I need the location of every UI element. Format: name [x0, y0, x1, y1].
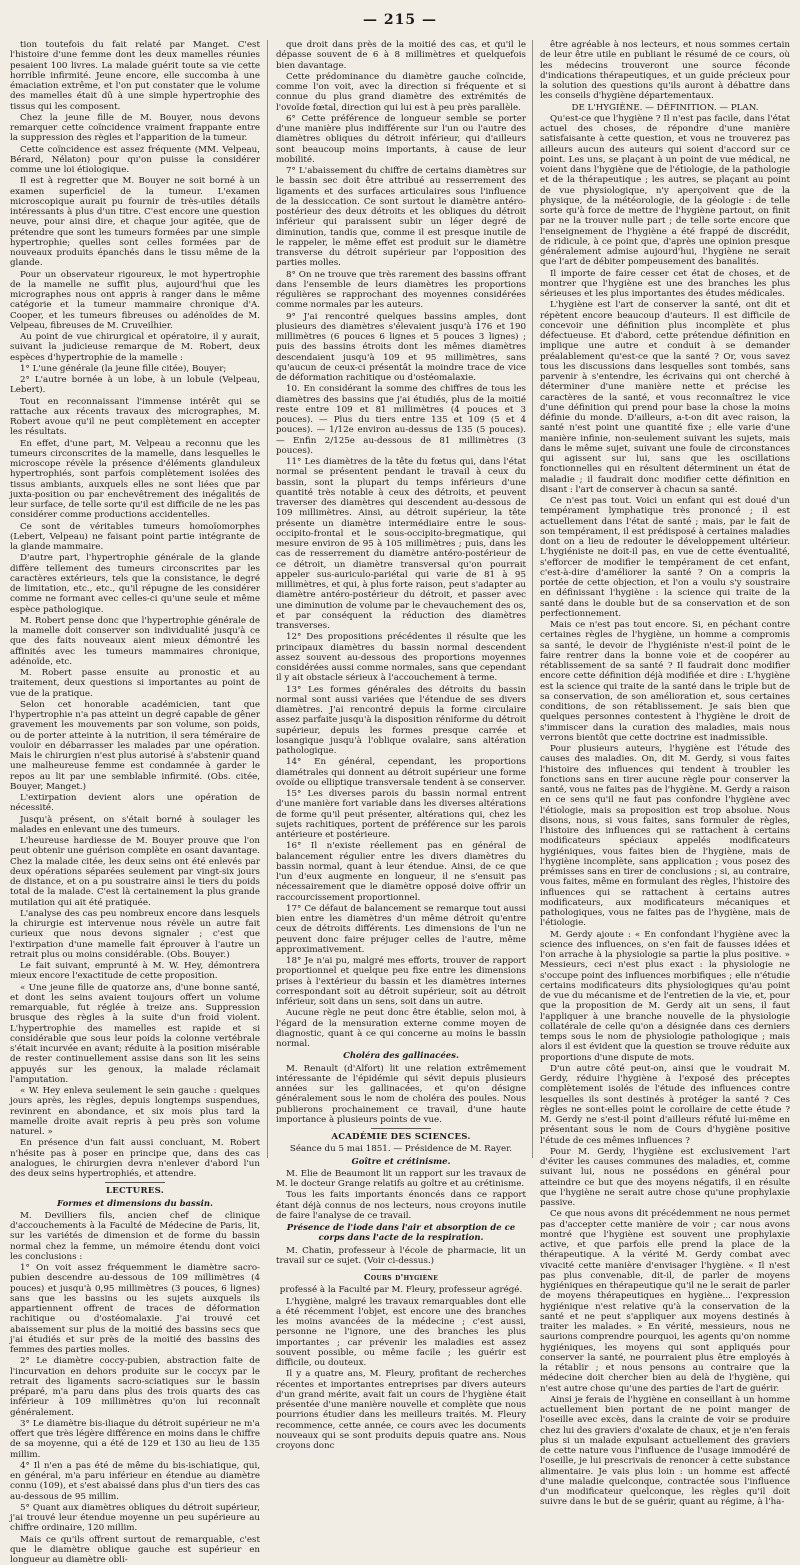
paragraph: 6° Cette préférence de longueur semble se porter d'une manière plus indifférente sur l'un ou l'autre des diamètres obliques du détroit inférieur, qui d'ailleurs sont beaucoup moins importants, à cause de leur mobilité.	[276, 114, 526, 165]
paragraph: 7° L'abaissement du chiffre de certains diamètres sur le bassin sec doit être attribué au resserrement des ligaments et des surfaces articulaires sous l'influence de la dessiccation. Ce sont surtout le diamètre antéro-postérieur des deux détroits et les obliques du détroit inférieur qui paraissent subir un léger degré de diminution, tandis que, comme il est presque inutile de le rappeler, le même effet est produit sur le diamètre transverse du détroit supérieur par l'opposition des parties molles.	[276, 166, 526, 269]
paragraph: M. Elie de Beaumont lit un rapport sur les travaux de M. le docteur Grange relatifs au goître et au crétinisme.	[276, 1169, 526, 1190]
paragraph: M. Robert pense donc que l'hypertrophie générale de la mamelle doit conserver son individualité jusqu'à ce que des faits nouveaux aient mieux démontré les affinités avec les tumeurs mammaires chronique, adénoïde, etc.	[10, 616, 260, 667]
paragraph: que droit dans près de la moitié des cas, et qu'il le dépasse souvent de 6 à 8 millimètres et quelquefois bien davantage.	[276, 40, 526, 71]
paragraph: L'hygiène est l'art de conserver la santé, ont dit et répètent encore beaucoup d'auteurs. Il est difficile de concevoir une définition plus incomplète et plus défectueuse. Et d'abord, cette prétendue définition en implique une autre et conduit à se demander préalablement qu'est-ce que la santé ? Or, vous savez tous les discussions dans lesquelles sont tombés, sans parvenir à s'entendre, les écrivains qui ont cherché à déterminer d'une manière nette et précise les caractères de la santé, et vous reconnaîtrez le vice d'une définition qui prend pour base la chose la moins définie du monde. D'ailleurs, a-t-on dit avec raison, la santé n'est point une quantité fixe ; elle varie d'une manière infinie, non-seulement suivant les sujets, mais dans le même sujet, suivant une foule de circonstances qui agissent sur lui, sans que les oscillations fonctionnelles qui en résultent déterminent un état de maladie ; il faudrait donc modifier cette définition en disant : l'art de conserver à chacun sa santé.	[540, 300, 790, 495]
column-2	[276, 40, 526, 1160]
paragraph: 11° Les diamètres de la tête du fœtus qui, dans l'état normal se présentent pendant le travail à ceux du bassin, sont la plupart du temps inférieurs d'une quantité très notable à ceux des détroits, et peuvent traverser des diamètres qui descendent au-dessous de 109 millimètres. Ainsi, au détroit supérieur, la tête présente un diamètre intermédiaire entre le sous-occipito-frontal et le sous-occipito-bregmatique, qui mesure environ de 95 à 105 millimètres ; puis, dans les cas de resserrement du diamètre antéro-postérieur de ce détroit, un diamètre transversal qu'on pourrait appeler sus-auriculo-pariétal qui varie de 81 à 95 millimètres, et qui, à plus forte raison, peut s'adapter au diamètre antéro-postérieur du détroit, et passer avec une diminution de volume par le chevauchement des os, et par conséquent la réduction des diamètres transverses.	[276, 457, 526, 631]
paragraph: Ainsi je ferais de l'hygiène en conseillant à un homme actuellement bien portant de ne point manger de l'oseille avec excès, dans la crainte de voir se produire chez lui des graviers d'oxalate de chaux, et je n'en ferais plus si un malade expulsant actuellement des graviers de cette nature vous l'influence de l'usage immodéré de l'oseille, je lui prescrivais de renoncer à cette substance alimentaire. Je vais plus loin : un homme est affecté d'une maladie quelconque, contractée sous l'influence d'un modificateur quelconque, les règles qu'il doit suivre dans le but de se guérir, quant au régime, à l'ha-	[540, 1395, 790, 1508]
paragraph: Qu'est-ce que l'hygiène ? Il n'est pas facile, dans l'état actuel des choses, de répondre d'une manière satisfaisante à cette question, et vous ne trouverez pas ailleurs aucun des auteurs qui soient d'accord sur ce point. Les uns, se plaçant à un point de vue médical, ne voient dans l'hygiène que de l'étiologie, de la pathologie et de la thérapeutique ; les autres, se plaçant au point de vue physiologique, n'y aperçoivent que de la physique, de la météorologie, de la géologie : de telle sorte qu'à force de mettre de l'hygiène partout, on finit par ne la trouver nulle part ; de telle sorte encore que l'enseignement de l'hygiène a été frappé de discrédit, de ridicule, à ce point que, d'après une opinion presque généralement admise aujourd'hui, l'hygiène ne serait que l'art de débiter pompeusement des banalités.	[540, 114, 790, 268]
paragraph: L'extirpation devient alors une opération de nécessité.	[10, 793, 260, 814]
paragraph: 10. En considérant la somme des chiffres de tous les diamètres des bassins que j'ai étudiés, plus de la moitié reste entre 109 et 81 millimètres (4 pouces et 3 pouces). — Plus du tiers entre 135 et 109 (5 et 4 pouces). — 1/12e environ au-dessus de 135 (5 pouces). — Enfin 2/125e au-dessous de 81 millimètres (3 pouces).	[276, 384, 526, 456]
paragraph: Le fait suivant, emprunté à M. W. Hey, démontrera mieux encore l'exactitude de cette proposition.	[10, 961, 260, 982]
centered-line: Séance du 5 mai 1851. — Présidence de M. Rayer.	[276, 1144, 526, 1154]
paragraph: 13° Les formes générales des détroits du bassin normal sont aussi variées que l'étendue de ses divers diamètres. J'ai rencontré depuis la forme circulaire assez parfaite jusqu'à la disposition réniforme du détroit supérieur, depuis les formes presque carrée et losangique jusqu'à l'oblique ovalaire, sans altération pathologique.	[276, 685, 526, 757]
paragraph: Tous les faits importants énoncés dans ce rapport étant déjà connus de nos lecteurs, nous croyons inutile de faire l'analyse de ce travail.	[276, 1190, 526, 1221]
paragraph: 17° Ce défaut de balancement se remarque tout aussi bien entre les diamètres d'un même détroit qu'entre ceux de détroits différents. Les dimensions de l'un ne peuvent donc faire préjuger celles de l'autre, même approximativement.	[276, 904, 526, 955]
paragraph: Il importe de faire cesser cet état de choses, et de montrer que l'hygiène est une des branches les plus sérieuses et les plus importantes des études médicales.	[540, 269, 790, 300]
paragraph: Chez la jeune fille de M. Bouyer, nous devons remarquer cette coïncidence vraiment frappante entre la suppression des règles et l'apparition de la tumeur.	[10, 113, 260, 144]
paragraph: 1° L'une générale (la jeune fille citée), Bouyer;	[10, 364, 260, 374]
paragraph: 3° Le diamètre bis-iliaque du détroit supérieur ne m'a offert que très légère différence en moins dans le chiffre de sa moyenne, qui a été de 129 et 130 au lieu de 135 millim.	[10, 1419, 260, 1460]
paragraph: 2° L'autre bornée à un lobe, à un lobule (Velpeau, Lebert).	[10, 375, 260, 396]
article-heading: Formes et dimensions du bassin.	[10, 1199, 260, 1209]
paragraph: Pour plusieurs auteurs, l'hygiène est l'étude des causes des maladies. On, dit M. Gerdy, si vous faites l'histoire des influences qui tendent à troubler les fonctions sans en tirer aucune règle pour conserver la santé, vous ne faites pas de l'hygiène. M. Gerdy a raison en ce sens qu'il ne faut pas confondre l'hygiène avec l'étiologie, mais sa proposition est trop absolue. Nous disons, nous, si vous faites, sans formuler de règles, l'histoire des influences qui se rattachent à certains modificateurs spéciaux appelés modificateurs hygiéniques, vous faites bien de l'hygiène, mais de l'hygiène incomplète, sans application ; vous posez des prémisses sans en tirer de conclusions ; si, au contraire, vous faites, même en formulant des règles, l'histoire des influences qui se rattachent à certains autres modificateurs, aux modificateurs mécaniques et pathologiques, vous ne faites pas de l'hygiène, mais de l'étiologie.	[540, 744, 790, 929]
section-heading: LECTURES.	[10, 1186, 260, 1196]
centered-line: DE L'HYGIÈNE. — DÉFINITION. — PLAN.	[540, 103, 790, 113]
column-divider	[267, 40, 268, 1158]
centered-line: professé à la Faculté par M. Fleury, professeur agrégé.	[276, 1285, 526, 1295]
paragraph: être agréable à nos lecteurs, et nous sommes certain de leur être utile en publiant le résumé de ce cours, où les médecins trouveront une source féconde d'indications thérapeutiques, et un guide précieux pour la solution des questions qu'ils auront à débattre dans les conseils d'hygiène départementaux.	[540, 40, 790, 102]
paragraph: 12° Des propositions précédentes il résulte que les principaux diamètres du bassin normal descendent assez souvent au-dessous des proportions moyennes considérées aussi comme normales, sans que cependant il y ait obstacle sérieux à l'accouchement à terme.	[276, 632, 526, 683]
section-rule	[371, 1269, 431, 1270]
paragraph: 9° J'ai rencontré quelques bassins amples, dont plusieurs des diamètres s'élevaient jusqu'à 176 et 190 millimètres (6 pouces 6 lignes et 5 pouces 3 lignes) ; puis des bassins étroits dont les mêmes diamètres descendaient jusqu'à 109 et 95 millimètres, sans qu'aucun de ceux-ci présentât la moindre trace de vice de déformation rachitique ou d'ostéomalaxie.	[276, 312, 526, 384]
paragraph: L'analyse des cas peu nombreux encore dans lesquels la chirurgie est intervenue nous révèle un autre fait curieux que nous devons signaler ; c'est que l'extirpation d'une mamelle fait éprouver à l'autre un retrait plus ou moins considérable. (Obs. Bouyer.)	[10, 909, 260, 960]
paragraph: En effet, d'une part, M. Velpeau a reconnu que les tumeurs circonscrites de la mamelle, dans lesquelles le microscope révèle la présence d'éléments glanduleux hypertrophiés, sont parfois complètement isolées des tissus ambiants, auxquels elles ne sont liées que par juxta-position ou par enchevêtrement des inégalités de leur surface, de telle sorte qu'il est difficile de ne les pas considérer comme productions accidentelles.	[10, 439, 260, 521]
paragraph: « W. Hey enleva seulement le sein gauche : quelques jours après, les règles, depuis longtemps suspendues, revinrent en abondance, et six mois plus tard la mamelle droite avait repris à peu près son volume naturel. »	[10, 1086, 260, 1137]
paragraph: Mais ce qu'ils offrent surtout de remarquable, c'est que le diamètre oblique gauche est supérieur en longueur au diamètre obli-	[10, 1535, 260, 1565]
paragraph: Cette prédominance du diamètre gauche coïncide, comme l'on voit, avec la direction si fréquente et si connue du plus grand diamètre des extrémités de l'ovoïde fœtal, direction qui lui est à peu près parallèle.	[276, 72, 526, 113]
paragraph: D'autre part, l'hypertrophie générale de la glande diffère tellement des tumeurs circonscrites par les caractères extérieurs, tels que la consistance, le degré de limitation, etc., etc., qu'il répugne de les considérer comme ne formant avec celles-ci qu'une seule et même espèce pathologique.	[10, 553, 260, 615]
column-3	[540, 40, 790, 1160]
paragraph: L'hygiène, malgré les travaux remarquables dont elle a été récemment l'objet, est encore une des branches les moins avancées de la médecine ; c'est aussi, personne ne l'ignore, une des branches les plus importantes ; car prévenir les maladies est assez souvent possible, ou même facile ; les guérir est difficile, ou douteux.	[276, 1297, 526, 1369]
article-heading: Choléra des gallinacées.	[276, 1051, 526, 1061]
paragraph: Ce que nous avons dit précédemment ne nous permet pas d'accepter cette manière de voir ; car nous avons montré que l'hygiène est souvent une prophylaxie active, et que parfois elle prend la place de la thérapeutique. A la vérité M. Gerdy combat avec vivacité cette manière d'envisager l'hygiène. « Il n'est pas plus convenable, dit-il, de parler de moyens hygiéniques en thérapeutique qu'il ne le serait de parler de moyens thérapeutiques en hygiène... l'expression hygiénique n'est relative qu'à la conservation de la santé et ne peut s'appliquer aux moyens destinés à traiter les malades. » En vérité, messieurs, nous ne saurions comprendre pourquoi, les agents qu'on nomme hygiéniques, les moyens qui sont appliqués pour conserver la santé, ne pourraient plus être employés à la rétablir ; et nous pensons au contraire que la médecine doit chercher bien au delà de l'hygiène, qui n'est autre chose qu'une des parties de l'art de guérir.	[540, 1209, 790, 1394]
paragraph: M. Chatin, professeur à l'école de pharmacie, lit un travail sur ce sujet. (Voir ci-dessus.)	[276, 1246, 526, 1267]
paragraph: M. Renault (d'Alfort) lit une relation extrêmement intéressante de l'épidémie qui sévit depuis plusieurs années sur les gallinacées, et qu'on désigne généralement sous le nom de choléra des poules. Nous publierons prochainement ce travail, d'une haute importance à plusieurs points de vue.	[276, 1064, 526, 1126]
paragraph: Il est à regretter que M. Bouyer ne soit borné à un examen superficiel de la tumeur. L'examen microscopique aurait pu fournir de très-utiles détails intéressants à plus d'un titre. C'est encore une question neuve, pour ainsi dire, et chaque jour agitée, que de prétendre que sont les tumeurs formées par une simple hypertrophie; quelles sont celles formées par de nouveaux produits épanchés dans le tissu même de la glande.	[10, 176, 260, 268]
paragraph: 8° On ne trouve que très rarement des bassins offrant dans l'ensemble de leurs diamètres les proportions régulières se rapprochant des moyennes considérées comme normales par les auteurs.	[276, 270, 526, 311]
paragraph: « Une jeune fille de quatorze ans, d'une bonne santé, et dont les seins avaient toujours offert un volume remarquable, fut réglée à treize ans. Suppression brusque des règles à la suite d'un froid violent. L'hypertrophie des mamelles est rapide et si considérable que sous leur poids la colonne vertébrale s'était incurvée en avant; réduite à la position misérable de rester continuellement assise dans son lit les seins appuyés sur les genoux, la malade réclamait l'amputation.	[10, 983, 260, 1086]
section-heading: Cours d'hygiène	[276, 1273, 526, 1283]
paragraph: L'heureuse hardiesse de M. Bouyer prouve que l'on peut obtenir une guérison complète en osant davantage. Chez la malade citée, les deux seins ont été enlevés par deux opérations séparées seulement par vingt-six jours de distance, et on a pu soustraire ainsi le tiers du poids total de la malade. C'est là certainement la plus grande mutilation qui ait été pratiquée.	[10, 836, 260, 908]
paragraph: M. Gerdy ajoute : « En confondant l'hygiène avec la science des influences, on s'en fait de fausses idées et l'on arrache à la physiologie sa partie la plus positive. » Messieurs, ceci n'est plus exact : la physiologie ne s'occupe point des influences morbifiques ; elle n'étudie certains modificateurs dits physiologiques qu'au point de vue du mécanisme et de l'entretien de la vie, et, pour que la proposition de M. Gerdy ait un sens, il faut l'appliquer à une branche nouvelle de la physiologie collatérale de celle qu'on a désignée dans ces derniers temps sous le nom de physiologie pathologique ; mais alors il est évident que la question se trouve réduite aux proportions d'une dispute de mots.	[540, 930, 790, 1063]
paragraph: En présence d'un fait aussi concluant, M. Robert n'hésite pas à poser en principe que, dans des cas analogues, le chirurgien devra n'enlever d'abord l'un des deux seins hypertrophiés, et attendre.	[10, 1138, 260, 1179]
section-rule	[105, 1182, 165, 1183]
paragraph: Tout en reconnaissant l'immense intérêt qui se rattache aux récents travaux des micrographes, M. Robert avoue qu'il ne peut complètement en accepter les résultats.	[10, 397, 260, 438]
section-rule	[371, 1128, 431, 1129]
article-heading: Présence de l'iode dans l'air et absorption de ce corps dans l'acte de la respiration.	[276, 1223, 526, 1244]
paragraph: Selon cet honorable académicien, tant que l'hypertrophie n'a pas atteint un degré capable de gêner gravement les mouvements par son volume, son poids, ou de porter atteinte à la nutrition, il sera téméraire de vouloir en débarrasser les malades par une opération. Mais le chirurgien n'est plus autorisé à s'abstenir quand une malheureuse femme est condamnée à garder le repos au lit par une semblable infirmité. (Obs. citée, Bouyer, Manget.)	[10, 700, 260, 792]
paragraph: tion toutefois du fait relaté par Manget. C'est l'histoire d'une femme dont les deux mamelles réunies pesaient 100 livres. La malade guérit toute sa vie cette horrible infirmité. Jeune encore, elle succomba à une émaciation extrême, et l'on put constater que le volume des mamelles était dû à une simple hypertrophie des tissus qui les composent.	[10, 40, 260, 112]
paragraph: 18° Je n'ai pu, malgré mes efforts, trouver de rapport proportionnel et quelque peu fixe entre les dimensions prises à l'extérieur du bassin et les diamètres internes correspondant soit au détroit supérieur, soit au détroit inférieur, soit dans un sens, soit dans un autre.	[276, 956, 526, 1007]
paragraph: 2° Le diamètre coccy-pubien, abstraction faite de l'incurvation en dehors produite sur le coccyx par le retrait des ligaments sacro-sciatiques sur le bassin préparé, m'a paru dans plus des trois quarts des cas inférieur à 109 millimètres qu'on lui reconnaît généralement.	[10, 1356, 260, 1418]
page-number: — 215 —	[0, 12, 800, 28]
paragraph: Pour un observateur rigoureux, le mot hypertrophie de la mamelle ne suffit plus, aujourd'hui que les micrographes nous ont appris à ranger dans le même catégorie et la tumeur mammaire chronique d'A. Cooper, et les tumeurs fibreuses ou adénoïdes de M. Velpeau, fibreuses de M. Cruveilhier.	[10, 270, 260, 332]
section-heading: ACADÉMIE DES SCIENCES.	[276, 1132, 526, 1142]
paragraph: 5° Quant aux diamètres obliques du détroit supérieur, j'ai trouvé leur étendue moyenne un peu supérieure au chiffre ordinaire, 120 millim.	[10, 1503, 260, 1534]
paragraph: Ce n'est pas tout. Voici un enfant qui est doué d'un tempérament lymphatique très prononcé ; il est actuellement dans l'état de santé ; mais, par le fait de son tempérament, il est prédisposé à certaines maladies dont on a lieu de redouter le développement ultérieur. L'hygiéniste ne doit-il pas, en vue de cette éventualité, s'efforcer de modifier le tempérament de cet enfant, c'est-à-dire d'améliorer la santé ? On a compris la portée de cette objection, et l'on a voulu s'y soustraire en définissant l'hygiène : la science qui traite de la santé dans le double but de sa conservation et de son perfectionnement.	[540, 496, 790, 619]
article-heading: Goître et crétinisme.	[276, 1157, 526, 1167]
column-divider	[532, 40, 533, 1158]
paragraph: Mais ce n'est pas tout encore. Si, en péchant contre certaines règles de l'hygiène, un homme a compromis sa santé, le devoir de l'hygiéniste n'est-il point de le faire rentrer dans la bonne voie et de coopérer au rétablissement de sa santé ? Il faudrait donc modifier encore cette définition déjà modifiée et dire : L'hygiène est la science qui traite de la santé dans le triple but de sa conservation, de son amélioration et, sous certaines conditions, de son rétablissement. Je sais bien que quelques personnes contestent à l'hygiène le droit de s'immiscer dans la curation des maladies, mais nous verrons bientôt que cette doctrine est inadmissible.	[540, 620, 790, 743]
paragraph: Pour M. Gerdy, l'hygiène est exclusivement l'art d'éviter les causes communes des maladies, et, comme suivant lui, nous ne possédons en général pour atteindre ce but que des moyens négatifs, il en résulte que l'hygiène ne serait autre chose qu'une prophylaxie passive.	[540, 1147, 790, 1209]
paragraph: Au point de vue chirurgical et opératoire, il y aurait, suivant la judicieuse remarque de M. Robert, deux espèces d'hypertrophie de la mamelle :	[10, 332, 260, 363]
paragraph: D'un autre côté peut-on, ainsi que le voudrait M. Gerdy, réduire l'hygiène à l'exposé des préceptes complètement isolés de l'étude des influences contre lesquelles ils sont destinés à protéger la santé ? Ces règles ne sont-elles point le corollaire de cette étude ? M. Gerdy ne s'est-il point d'ailleurs réfuté lui-même en présentant sous le nom de Cours d'hygiène positive l'étude de ces mêmes influences ?	[540, 1064, 790, 1146]
paragraph: Jusqu'à présent, on s'était borné à soulager les malades en enlevant une des tumeurs.	[10, 815, 260, 836]
paragraph: Aucune règle ne peut donc être établie, selon moi, à l'égard de la mensuration externe comme moyen de diagnostic, quant à ce qui concerne au moins le bassin normal.	[276, 1008, 526, 1049]
paragraph: 15° Les diverses parois du bassin normal entrent d'une manière fort variable dans les diverses altérations de forme qu'il peut présenter, altérations qui, chez les sujets rachitiques, portent de préférence sur les parois antérieure et postérieure.	[276, 789, 526, 840]
paragraph: Cette coïncidence est assez fréquente (MM. Velpeau, Bérard, Nélaton) pour qu'on puisse la considérer comme une loi étiologique.	[10, 145, 260, 176]
paragraph: M. Robert passe ensuite au pronostic et au traitement, deux questions si importantes au point de vue de la pratique.	[10, 668, 260, 699]
paragraph: 4° Il n'en a pas été de même du bis-ischiatique, qui, en général, m'a paru inférieur en étendue au diamètre connu (109), et s'est abaissé dans plus d'un tiers des cas au-dessous de 95 millim.	[10, 1461, 260, 1502]
paragraph: 14° En général, cependant, les proportions diamétrales qui donnent au détroit supérieur une forme ovoïde ou elliptique transversale tendent à se conserver.	[276, 757, 526, 788]
paragraph: 1° On voit assez fréquemment le diamètre sacro-pubien descendre au-dessous de 109 millimètres (4 pouces) et jusqu'à 0,95 millimètres (3 pouces, 6 lignes) sans que les bassins ou les sujets auxquels ils appartiennent offrent de traces de déformation rachitique ou d'ostéomalaxie. J'ai trouvé cet abaissement sur plus de la moitié des bassins secs que j'ai étudiés et sur près de la moitié des bassins des femmes des parties molles.	[10, 1263, 260, 1355]
paragraph: 16° Il n'existe réellement pas en général de balancement régulier entre les divers diamètres du bassin normal, quant à leur étendue. Ainsi, de ce que l'un d'eux augmente en longueur, il ne s'ensuit pas nécessairement que le diamètre opposé doive offrir un raccourcissement proportionnel.	[276, 841, 526, 903]
column-1	[10, 40, 260, 1160]
paragraph: M. Devilliers fils, ancien chef de clinique d'accouchements à la Faculté de Médecine de Paris, lit, sur les variétés de dimension et de forme du bassin normal chez la femme, un mémoire étendu dont voici les conclusions :	[10, 1211, 260, 1262]
paragraph: Il y a quatre ans, M. Fleury, profitant de recherches récentes et importantes entreprises par divers auteurs d'un grand mérite, avait fait un cours de l'hygiène était présentée d'une manière nouvelle et complète que nous pourrions étudier dans les meilleurs traités. M. Fleury recommence, cette année, ce cours avec les documents nouveaux qui se sont produits depuis quatre ans. Nous croyons donc	[276, 1369, 526, 1451]
paragraph: Ce sont de véritables tumeurs homoïomorphes (Lebert, Velpeau) ne faisant point partie intégrante de la glande mammaire.	[10, 522, 260, 553]
